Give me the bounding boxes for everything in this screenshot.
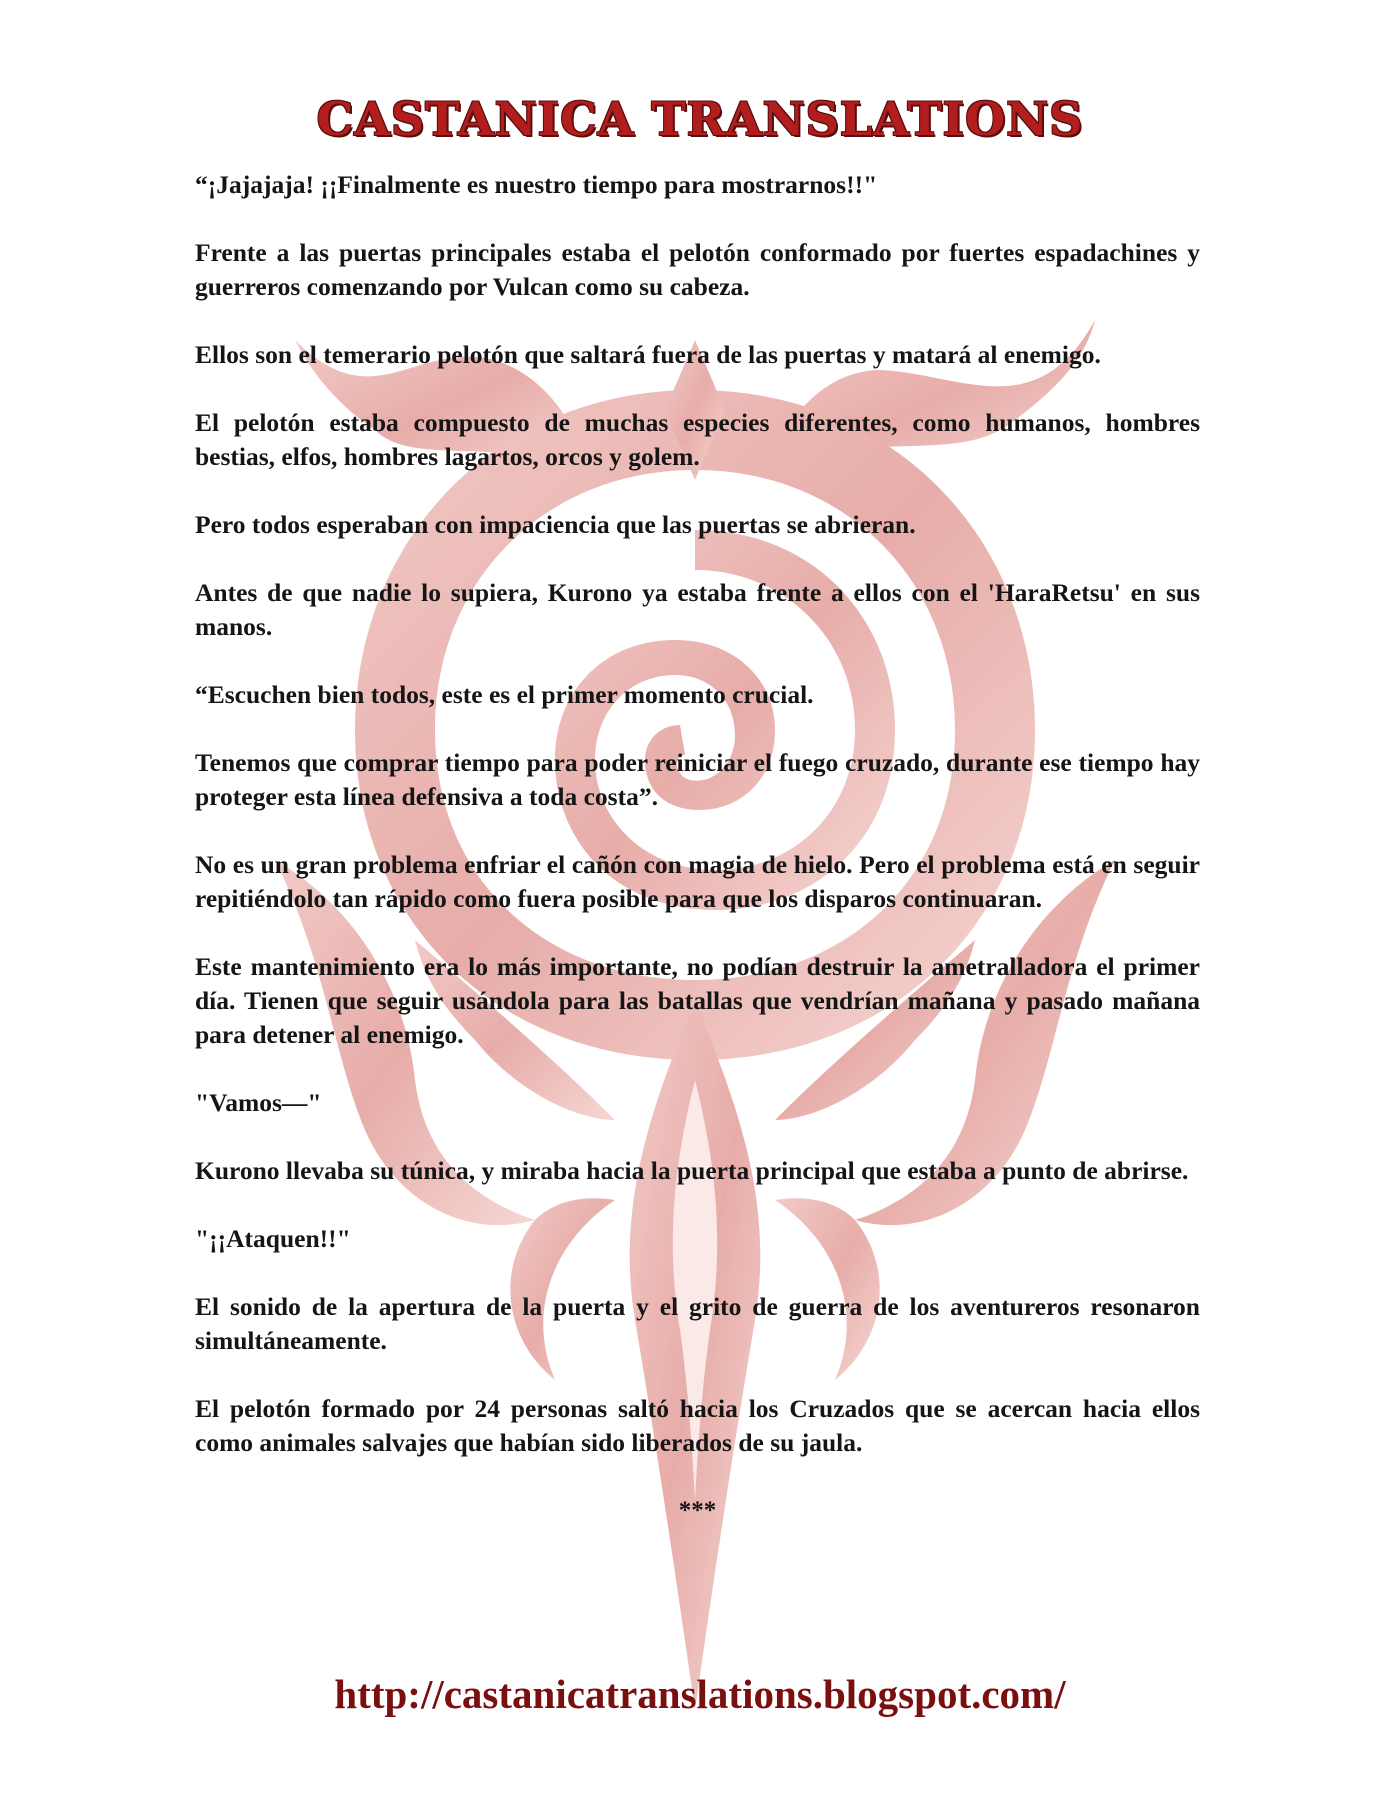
paragraph: Kurono llevaba su túnica, y miraba hacia la puerta principal que estaba a punto de abrirse. <box>195 1156 1189 1185</box>
section-separator: *** <box>678 1497 717 1524</box>
site-title: CASTANICA TRANSLATIONS <box>316 92 1084 146</box>
blog-link[interactable]: http://castanicatranslations.blogspot.com/ <box>334 1671 1066 1717</box>
paragraph: "¡¡Ataquen!!" <box>195 1224 351 1253</box>
paragraph: Frente a las puertas principales estaba el pelotón conformado por fuertes espadachines y guerreros comenzando por Vulcan como su cabeza. <box>195 238 1200 301</box>
paragraph: Tenemos que comprar tiempo para poder reiniciar el fuego cruzado, durante ese tiempo hay proteger esta línea defensiva a toda costa”. <box>195 748 1200 811</box>
paragraph: "Vamos—" <box>195 1088 322 1117</box>
page-footer <box>0 1670 1400 1718</box>
paragraph: El pelotón estaba compuesto de muchas especies diferentes, como humanos, hombres bestias, elfos, hombres lagartos, orcos y golem. <box>195 408 1200 471</box>
document-body <box>195 168 1200 1528</box>
paragraph: Pero todos esperaban con impaciencia que las puertas se abrieran. <box>195 510 916 539</box>
paragraph: Ellos son el temerario pelotón que saltará fuera de las puertas y matará al enemigo. <box>195 340 1101 369</box>
paragraph: No es un gran problema enfriar el cañón con magia de hielo. Pero el problema está en seguir repitiéndolo tan rápido como fuera posible para que los disparos continuaran. <box>195 850 1200 913</box>
paragraph: El pelotón formado por 24 personas saltó hacia los Cruzados que se acercan hacia ellos como animales salvajes que habían sido liberados de su jaula. <box>195 1394 1200 1457</box>
paragraph: Antes de que nadie lo supiera, Kurono ya estaba frente a ellos con el 'HaraRetsu' en sus manos. <box>195 578 1200 641</box>
paragraph: “¡Jajajaja! ¡¡Finalmente es nuestro tiempo para mostrarnos!!" <box>195 170 878 199</box>
paragraph: Este mantenimiento era lo más importante, no podían destruir la ametralladora el primer día. Tienen que seguir usándola para las batallas que vendrían mañana y pasado mañana para detener al enemigo. <box>195 952 1200 1049</box>
paragraph: El sonido de la apertura de la puerta y el grito de guerra de los aventureros resonaron simultáneamente. <box>195 1292 1200 1355</box>
page-header <box>0 92 1400 146</box>
paragraph: “Escuchen bien todos, este es el primer momento crucial. <box>195 680 814 709</box>
